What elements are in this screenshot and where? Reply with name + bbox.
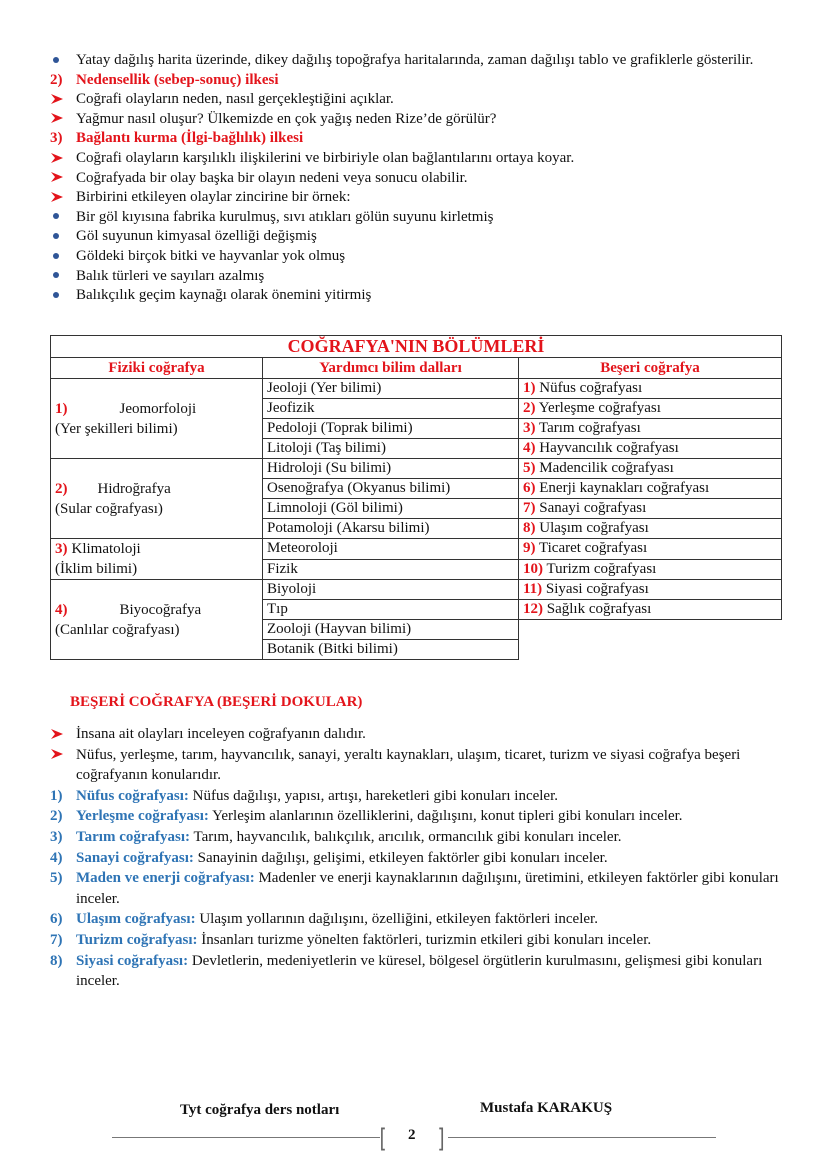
column-header: Fiziki coğrafya [51, 358, 263, 379]
term: Ulaşım coğrafyası: [76, 911, 196, 928]
term: Nüfus coğrafyası: [76, 787, 189, 804]
branch-description: (Sular coğrafyası) [55, 500, 163, 517]
branch-number: 12) [523, 601, 543, 617]
branch-number: 9) [523, 540, 536, 557]
list-item [50, 848, 780, 869]
definition: Devletlerin, medeniyetlerin ve küresel, bölgesel örgütlerin kurulmasını, gelişmesi gibi konuları inceler. [76, 952, 763, 990]
human-branch-cell [519, 479, 782, 499]
definition: İnsanları turizme yönelten faktörleri, turizmin etkileri gibi konuları inceler. [197, 931, 652, 948]
auxiliary-science-cell: Jeoloji (Yer bilimi) [263, 379, 519, 399]
branch-number: 6) [523, 480, 536, 496]
list-item-text: İnsana ait olayları inceleyen coğrafyanın dalıdır. [76, 726, 366, 742]
list-item [50, 169, 780, 189]
branch-name: Turizm coğrafyası [546, 560, 657, 577]
list-item-text: Birbirini etkileyen olaylar zincirine bir örnek: [76, 189, 351, 206]
column-header: Yardımcı bilim dalları [263, 358, 519, 379]
branch-description: (İklim bilimi) [55, 561, 138, 577]
arrow-bullet-icon [50, 188, 72, 208]
human-branch-cell [519, 559, 782, 580]
principle-heading: Nedensellik (sebep-sonuç) ilkesi [76, 71, 279, 88]
branch-name: Klimatoloji [71, 541, 141, 557]
human-branch-cell [519, 519, 782, 539]
auxiliary-science-cell: Tıp [263, 600, 519, 620]
branch-name: Tarım coğrafyası [538, 420, 641, 436]
arrow-bullet-icon [50, 149, 72, 169]
list-number: 3) [50, 828, 63, 845]
branch-number: 2) [55, 480, 68, 497]
list-item [50, 909, 780, 930]
definition: Sanayinin dağılışı, gelişimi, etkileyen faktörler gibi konuları inceler. [193, 849, 608, 866]
branch-name: Hayvancılık coğrafyası [539, 440, 679, 456]
human-branch-cell [519, 419, 782, 439]
empty-cell [519, 640, 782, 660]
list-item-text: Yatay dağılış harita üzerinde, dikey dağılış topoğrafya haritalarında, zaman dağılışı tablo ve grafiklerle gösterilir. [76, 52, 754, 68]
list-item [50, 286, 780, 306]
list-item-text: Coğrafyada bir olay başka bir olayın nedeni veya sonucu olabilir. [76, 169, 468, 186]
branch-number: 2) [523, 400, 536, 416]
definition: Yerleşim alanlarının özelliklerini, dağılışını, konut tipleri gibi konuları inceler. [208, 808, 683, 825]
branch-name: Ulaşım coğrafyası [539, 520, 649, 536]
auxiliary-science-cell: Jeofizik [263, 399, 519, 419]
term: Tarım coğrafyası: [76, 828, 191, 845]
list-number: 5) [50, 870, 63, 887]
branch-number: 1) [523, 380, 536, 396]
auxiliary-science-cell: Osenoğrafya (Okyanus bilimi) [263, 479, 519, 499]
branch-name: Siyasi coğrafyası [545, 581, 649, 597]
branch-name: Jeomorfoloji [119, 400, 197, 417]
term: Siyasi coğrafyası: [76, 952, 189, 969]
list-item [50, 110, 780, 130]
list-item [50, 188, 780, 208]
list-item [50, 51, 780, 71]
list-item-text: Coğrafi olayların karşılıklı ilişkilerini ve birbiriyle olan bağlantılarını ortaya koyar. [76, 149, 575, 166]
branch-number: 4) [55, 601, 68, 618]
human-branch-cell [519, 499, 782, 519]
branch-description: (Yer şekilleri bilimi) [55, 420, 178, 437]
term: Sanayi coğrafyası: [76, 849, 194, 866]
column-header: Beşeri coğrafya [519, 358, 782, 379]
list-number: 7) [50, 931, 63, 948]
footer-rule-right [448, 1137, 716, 1138]
list-item [50, 806, 780, 827]
bullet-icon [50, 267, 72, 287]
physical-branch-cell [51, 459, 263, 539]
physical-branch-cell [51, 379, 263, 459]
auxiliary-science-cell: Biyoloji [263, 580, 519, 600]
page-number: 2 [408, 1127, 416, 1143]
list-number: 3) [50, 130, 63, 147]
human-branch-cell [519, 539, 782, 560]
branch-name: Enerji kaynakları coğrafyası [539, 480, 710, 496]
branch-number: 11) [523, 581, 543, 597]
human-branch-cell [519, 439, 782, 459]
arrow-bullet-icon [50, 90, 72, 110]
list-item [50, 786, 780, 807]
list-item-text: Göldeki birçok bitki ve hayvanlar yok olmuş [76, 247, 346, 264]
footer-rule-left [112, 1137, 380, 1138]
table-row [51, 379, 782, 399]
bullet-icon [50, 51, 72, 71]
list-item [50, 71, 780, 91]
branch-number: 1) [55, 400, 68, 417]
human-branch-cell [519, 399, 782, 419]
auxiliary-science-cell: Zooloji (Hayvan bilimi) [263, 620, 519, 640]
principle-heading: Bağlantı kurma (İlgi-bağlılık) ilkesi [76, 130, 304, 147]
auxiliary-science-cell: Botanik (Bitki bilimi) [263, 640, 519, 660]
bracket-right-icon: ] [437, 1124, 445, 1154]
branch-name: Yerleşme coğrafyası [538, 400, 661, 416]
list-item-text: Yağmur nasıl oluşur? Ülkemizde en çok yağış neden Rize’de görülür? [76, 110, 497, 127]
list-number: 1) [50, 787, 63, 804]
term: Turizm coğrafyası: [76, 931, 198, 948]
table-row [51, 539, 782, 560]
branch-name: Sağlık coğrafyası [546, 601, 652, 617]
list-number: 2) [50, 71, 63, 88]
definition: Tarım, hayvancılık, balıkçılık, arıcılık, ormancılık gibi konuları inceler. [190, 828, 622, 845]
definition: Nüfus dağılışı, yapısı, artışı, hareketleri gibi konuları inceler. [188, 787, 558, 804]
list-number: 6) [50, 911, 63, 928]
auxiliary-science-cell: Litoloji (Taş bilimi) [263, 439, 519, 459]
branch-number: 8) [523, 520, 536, 536]
branch-name: Nüfus coğrafyası [539, 380, 643, 396]
list-number: 2) [50, 808, 63, 825]
term: Maden ve enerji coğrafyası: [76, 870, 255, 887]
footer-author: Mustafa KARAKUŞ [480, 1100, 613, 1116]
human-geography-list [50, 724, 780, 992]
list-item [50, 267, 780, 287]
auxiliary-science-cell: Limnoloji (Göl bilimi) [263, 499, 519, 519]
auxiliary-science-cell: Fizik [263, 559, 519, 580]
arrow-bullet-icon [50, 745, 72, 766]
arrow-bullet-icon [50, 110, 72, 130]
list-item-text: Göl suyunun kimyasal özelliği değişmiş [76, 228, 317, 245]
human-branch-cell [519, 459, 782, 479]
list-item [50, 827, 780, 848]
bullet-icon [50, 227, 72, 247]
bullet-icon [50, 208, 72, 228]
list-item [50, 227, 780, 247]
branch-number: 3) [55, 541, 68, 557]
list-item [50, 90, 780, 110]
branch-name: Hidroğrafya [97, 480, 171, 497]
list-item-text: Coğrafi olayların neden, nasıl gerçekleştiğini açıklar. [76, 91, 394, 108]
physical-branch-cell [51, 580, 263, 660]
auxiliary-science-cell: Hidroloji (Su bilimi) [263, 459, 519, 479]
branch-name: Madencilik coğrafyası [539, 460, 674, 476]
branch-description: (Canlılar coğrafyası) [55, 621, 180, 638]
human-branch-cell [519, 580, 782, 600]
list-item-text: Nüfus, yerleşme, tarım, hayvancılık, sanayi, yeraltı kaynakları, ulaşım, ticaret, turizm ve siyasi coğrafya beşeri coğrafyanın konularıdır. [76, 746, 741, 784]
branch-name: Biyocoğrafya [119, 601, 202, 618]
list-item [50, 208, 780, 228]
human-branch-cell [519, 600, 782, 620]
arrow-bullet-icon [50, 724, 72, 745]
list-item [50, 149, 780, 169]
list-number: 4) [50, 849, 63, 866]
auxiliary-science-cell: Meteoroloji [263, 539, 519, 560]
branch-number: 4) [523, 440, 536, 456]
auxiliary-science-cell: Pedoloji (Toprak bilimi) [263, 419, 519, 439]
bracket-left-icon: [ [379, 1124, 387, 1154]
list-item-text: Balıkçılık geçim kaynağı olarak önemini yitirmiş [76, 287, 372, 304]
section-heading: BEŞERİ COĞRAFYA (BEŞERİ DOKULAR) [70, 694, 363, 710]
list-item [50, 930, 780, 951]
branch-number: 7) [523, 500, 536, 516]
empty-cell [519, 620, 782, 640]
branch-name: Ticaret coğrafyası [538, 540, 648, 557]
list-item-text: Bir göl kıyısına fabrika kurulmuş, sıvı atıkları gölün suyunu kirletmiş [76, 208, 494, 225]
term: Yerleşme coğrafyası: [76, 808, 209, 825]
list-item [50, 129, 780, 149]
branch-number: 10) [523, 560, 543, 577]
geography-branches-table [50, 335, 782, 660]
principles-list [50, 51, 780, 306]
arrow-bullet-icon [50, 169, 72, 189]
branch-number: 3) [523, 420, 536, 436]
definition: Madenler ve enerji kaynaklarının dağılışını, üretimini, etkileyen faktörler gibi konuları inceler. [76, 870, 779, 907]
table-row [51, 580, 782, 600]
bullet-icon [50, 286, 72, 306]
list-number: 8) [50, 952, 63, 969]
table-title: COĞRAFYA'NIN BÖLÜMLERİ [51, 336, 782, 358]
list-item [50, 745, 780, 786]
human-branch-cell [519, 379, 782, 399]
table-row [51, 459, 782, 479]
definition: Ulaşım yollarının dağılışını, özelliğini, etkileyen faktörleri inceler. [195, 911, 598, 928]
list-item [50, 951, 780, 992]
branch-number: 5) [523, 460, 536, 476]
footer-title: Tyt coğrafya ders notları [180, 1102, 340, 1118]
bullet-icon [50, 247, 72, 267]
branch-name: Sanayi coğrafyası [539, 500, 647, 516]
list-item [50, 868, 780, 909]
physical-branch-cell [51, 539, 263, 580]
list-item [50, 724, 780, 745]
auxiliary-science-cell: Potamoloji (Akarsu bilimi) [263, 519, 519, 539]
list-item [50, 247, 780, 267]
list-item-text: Balık türleri ve sayıları azalmış [76, 267, 265, 284]
